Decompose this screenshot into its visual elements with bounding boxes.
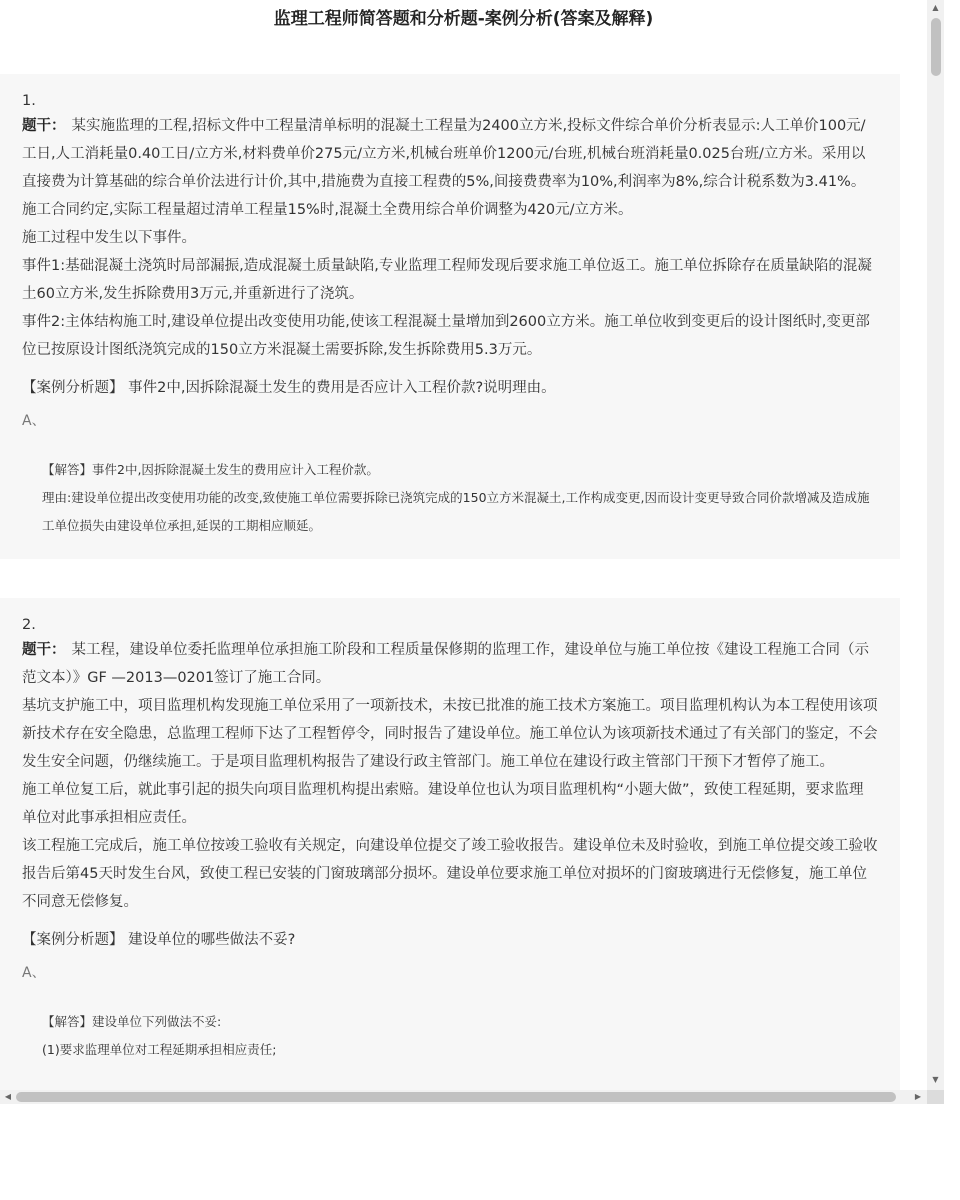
answer-line: 【解答】建设单位下列做法不妥:: [42, 1014, 222, 1029]
stem-paragraph: 事件2:主体结构施工时,建设单位提出改变使用功能,使该工程混凝土量增加到2600立方米。施工单位收到变更后的设计图纸时,变更部位已按原设计图纸浇筑完成的150立方米混凝土需要拆除,发生拆除费用5.3万元。: [22, 314, 870, 358]
question-number: 1.: [22, 93, 36, 109]
question-number: 2.: [22, 617, 36, 633]
case-question: 【案例分析题】 建设单位的哪些做法不妥?: [22, 932, 296, 948]
stem-paragraph: 施工单位复工后，就此事引起的损失向项目监理机构提出索赔。建设单位也认为项目监理机构“小题大做”，致使工程延期，要求监理单位对此事承担相应责任。: [22, 782, 864, 826]
scroll-left-arrow-icon[interactable]: ◀: [4, 1092, 12, 1101]
stem-paragraph: 事件1:基础混凝土浇筑时局部漏振,造成混凝土质量缺陷,专业监理工程师发现后要求施工单位返工。施工单位拆除存在质量缺陷的混凝土60立方米,发生拆除费用3万元,并重新进行了浇筑。: [22, 258, 872, 302]
scrollbar-corner: [927, 1090, 944, 1104]
stem-label: 题干：: [22, 642, 66, 658]
stem-paragraph: 施工过程中发生以下事件。: [22, 230, 196, 246]
answer-explanation: [42, 456, 878, 540]
question-stem: [22, 112, 878, 224]
scroll-down-arrow-icon[interactable]: ▼: [932, 1075, 939, 1084]
case-question: 【案例分析题】 事件2中,因拆除混凝土发生的费用是否应计入工程价款?说明理由。: [22, 380, 556, 396]
answer-explanation: [42, 1008, 878, 1064]
answer-line: (1)要求监理单位对工程延期承担相应责任;: [42, 1042, 277, 1057]
answer-option-a[interactable]: A、: [22, 965, 46, 981]
horizontal-scrollbar[interactable]: [0, 1090, 927, 1104]
answer-line: 【解答】事件2中,因拆除混凝土发生的费用应计入工程价款。: [42, 462, 379, 477]
stem-paragraph: 基坑支护施工中，项目监理机构发现施工单位采用了一项新技术，未按已批准的施工技术方案施工。项目监理机构认为本工程使用该项新技术存在安全隐患，总监理工程师下达了工程暂停令，同时报告了建设单位。施工单位认为该项新技术通过了有关部门的鉴定，不会发生安全问题，仍继续施工。于是项目监理机构报告了建设行政主管部门。施工单位在建设行政主管部门干预下才暂停了施工。: [22, 698, 878, 770]
vertical-scroll-thumb[interactable]: [931, 18, 941, 76]
stem-paragraph: 某工程，建设单位委托监理单位承担施工阶段和工程质量保修期的监理工作，建设单位与施工单位按《建设工程施工合同（示范文本）》GF —2013—0201签订了施工合同。: [22, 642, 869, 686]
stem-label: 题干：: [22, 118, 66, 134]
vertical-scrollbar[interactable]: [927, 0, 944, 1090]
horizontal-scroll-thumb[interactable]: [16, 1092, 896, 1102]
answer-line: 理由:建设单位提出改变使用功能的改变,致使施工单位需要拆除已浇筑完成的150立方米混凝土,工作构成变更,因而设计变更导致合同价款增减及造成施工单位损失由建设单位承担,延误的工期相应顺延。: [42, 490, 870, 533]
question-card-2: [0, 598, 900, 1090]
answer-option-a[interactable]: A、: [22, 413, 46, 429]
question-card-1: [0, 74, 900, 559]
stem-paragraph: 某实施监理的工程,招标文件中工程量清单标明的混凝土工程量为2400立方米,投标文件综合单价分析表显示:人工单价100元/工日,人工消耗量0.40工日/立方米,材料费单价275元/立方米,机械台班单价1200元/台班,机械台班消耗量0.025台班/立方米。采用以直接费为计算基础的综合单价法进行计价,其中,措施费为直接工程费的5%,间接费费率为10%,利润率为8%,综合计税系数为3.41%。施工合同约定,实际工程量超过清单工程量15%时,混凝土全费用综合单价调整为420元/立方米。: [22, 118, 866, 218]
stem-paragraph: 该工程施工完成后，施工单位按竣工验收有关规定，向建设单位提交了竣工验收报告。建设单位未及时验收，到施工单位提交竣工验收报告后第45天时发生台风，致使工程已安装的门窗玻璃部分损坏。建设单位要求施工单位对损坏的门窗玻璃进行无偿修复，施工单位不同意无偿修复。: [22, 838, 878, 910]
scroll-up-arrow-icon[interactable]: ▲: [932, 3, 939, 12]
page-title: 监理工程师简答题和分析题-案例分析(答案及解释): [273, 9, 654, 29]
question-stem: [22, 636, 878, 692]
scroll-right-arrow-icon[interactable]: ▶: [914, 1092, 922, 1101]
